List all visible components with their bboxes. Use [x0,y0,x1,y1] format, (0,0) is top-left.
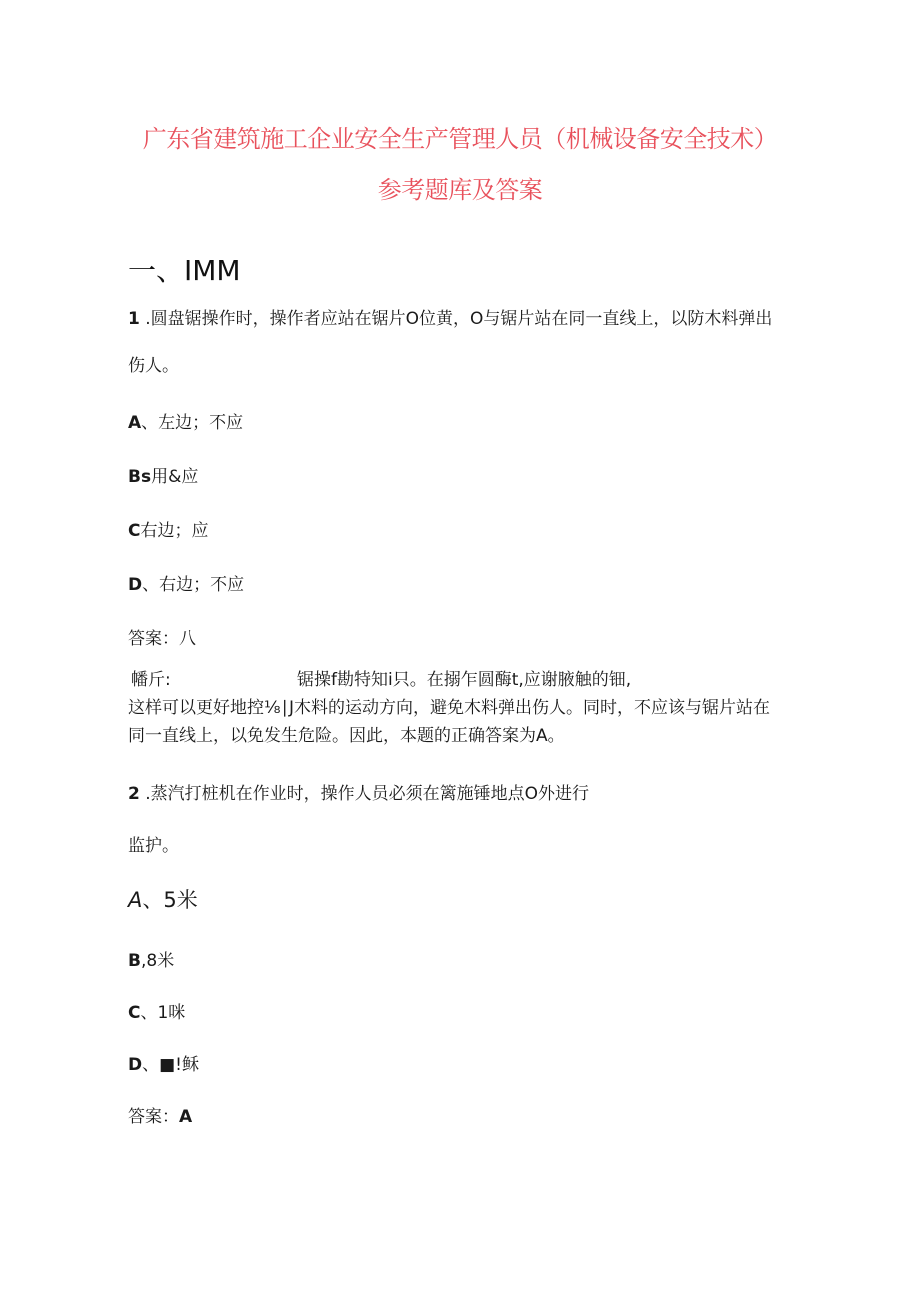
question-1-answer [128,624,196,649]
option-letter: Bs [128,467,152,487]
question-1-stem-line-2: 伤人。 [128,356,179,376]
question-2-option-c [128,998,185,1023]
question-1-number: 1 [128,309,140,329]
question-2-option-b [128,946,174,971]
answer-label: 答案： [128,629,179,649]
option-text: 、1咪 [140,1003,186,1023]
option-letter: C [128,521,141,541]
question-1-stem-line-1 [128,304,772,329]
question-1-option-a [128,408,243,433]
question-2-answer [128,1102,192,1127]
option-text: 、5米 [142,888,198,912]
option-text: 用&应 [151,467,199,487]
question-1-option-d [128,570,244,595]
question-1-option-c [128,516,208,541]
question-2-stem-line-1 [128,779,589,804]
document-title-line-1: 广东省建筑施工企业安全生产管理人员（机械设备安全技术） [142,125,778,153]
explanation-text: 锯操f勘特知i只。在搦乍圆酶t,应谢腋触的钿, [297,670,632,690]
question-1-option-b [128,462,198,487]
option-letter: C [128,1003,141,1023]
option-text: 、右边；不应 [142,575,245,595]
question-1-explanation-line-1 [131,665,631,690]
question-2-number: 2 [128,784,140,804]
option-letter: D [128,575,143,595]
option-letter: A [128,413,142,433]
question-1-stem-text: .圆盘锯操作时，操作者应站在锯片O位黄，O与锯片站在同一直线上，以防木料弹出 [145,309,773,329]
option-letter: D [128,1055,143,1075]
option-text: 、■!稣 [142,1055,200,1075]
option-letter: B [128,951,141,971]
document-title-line-2: 参考题库及答案 [377,176,543,204]
option-text: 右边；应 [140,521,209,541]
question-1-explanation-line-3: 同一直线上，以免发生危险。因此，本题的正确答案为A。 [128,726,565,746]
option-text: 、左边；不应 [141,413,244,433]
question-2-stem-line-2: 监护。 [128,836,179,856]
question-2-option-d [128,1050,199,1075]
answer-value: A [179,1107,193,1127]
question-2-stem-text: .蒸汽打桩机在作业时，操作人员必须在篱施锤地点O外进行 [145,784,590,804]
question-1-explanation-line-2: 这样可以更好地控⅛∣J木料的运动方向，避免木料弹出伤人。同时，不应该与锯片站在 [128,698,770,718]
answer-value: 八 [179,629,196,649]
option-letter: A [128,888,143,912]
section-heading: 一、IMM [128,254,241,287]
answer-label: 答案： [128,1107,179,1127]
explanation-label: 幡斤: [131,670,171,690]
question-2-option-a [128,884,198,914]
option-text: ,8米 [140,951,175,971]
